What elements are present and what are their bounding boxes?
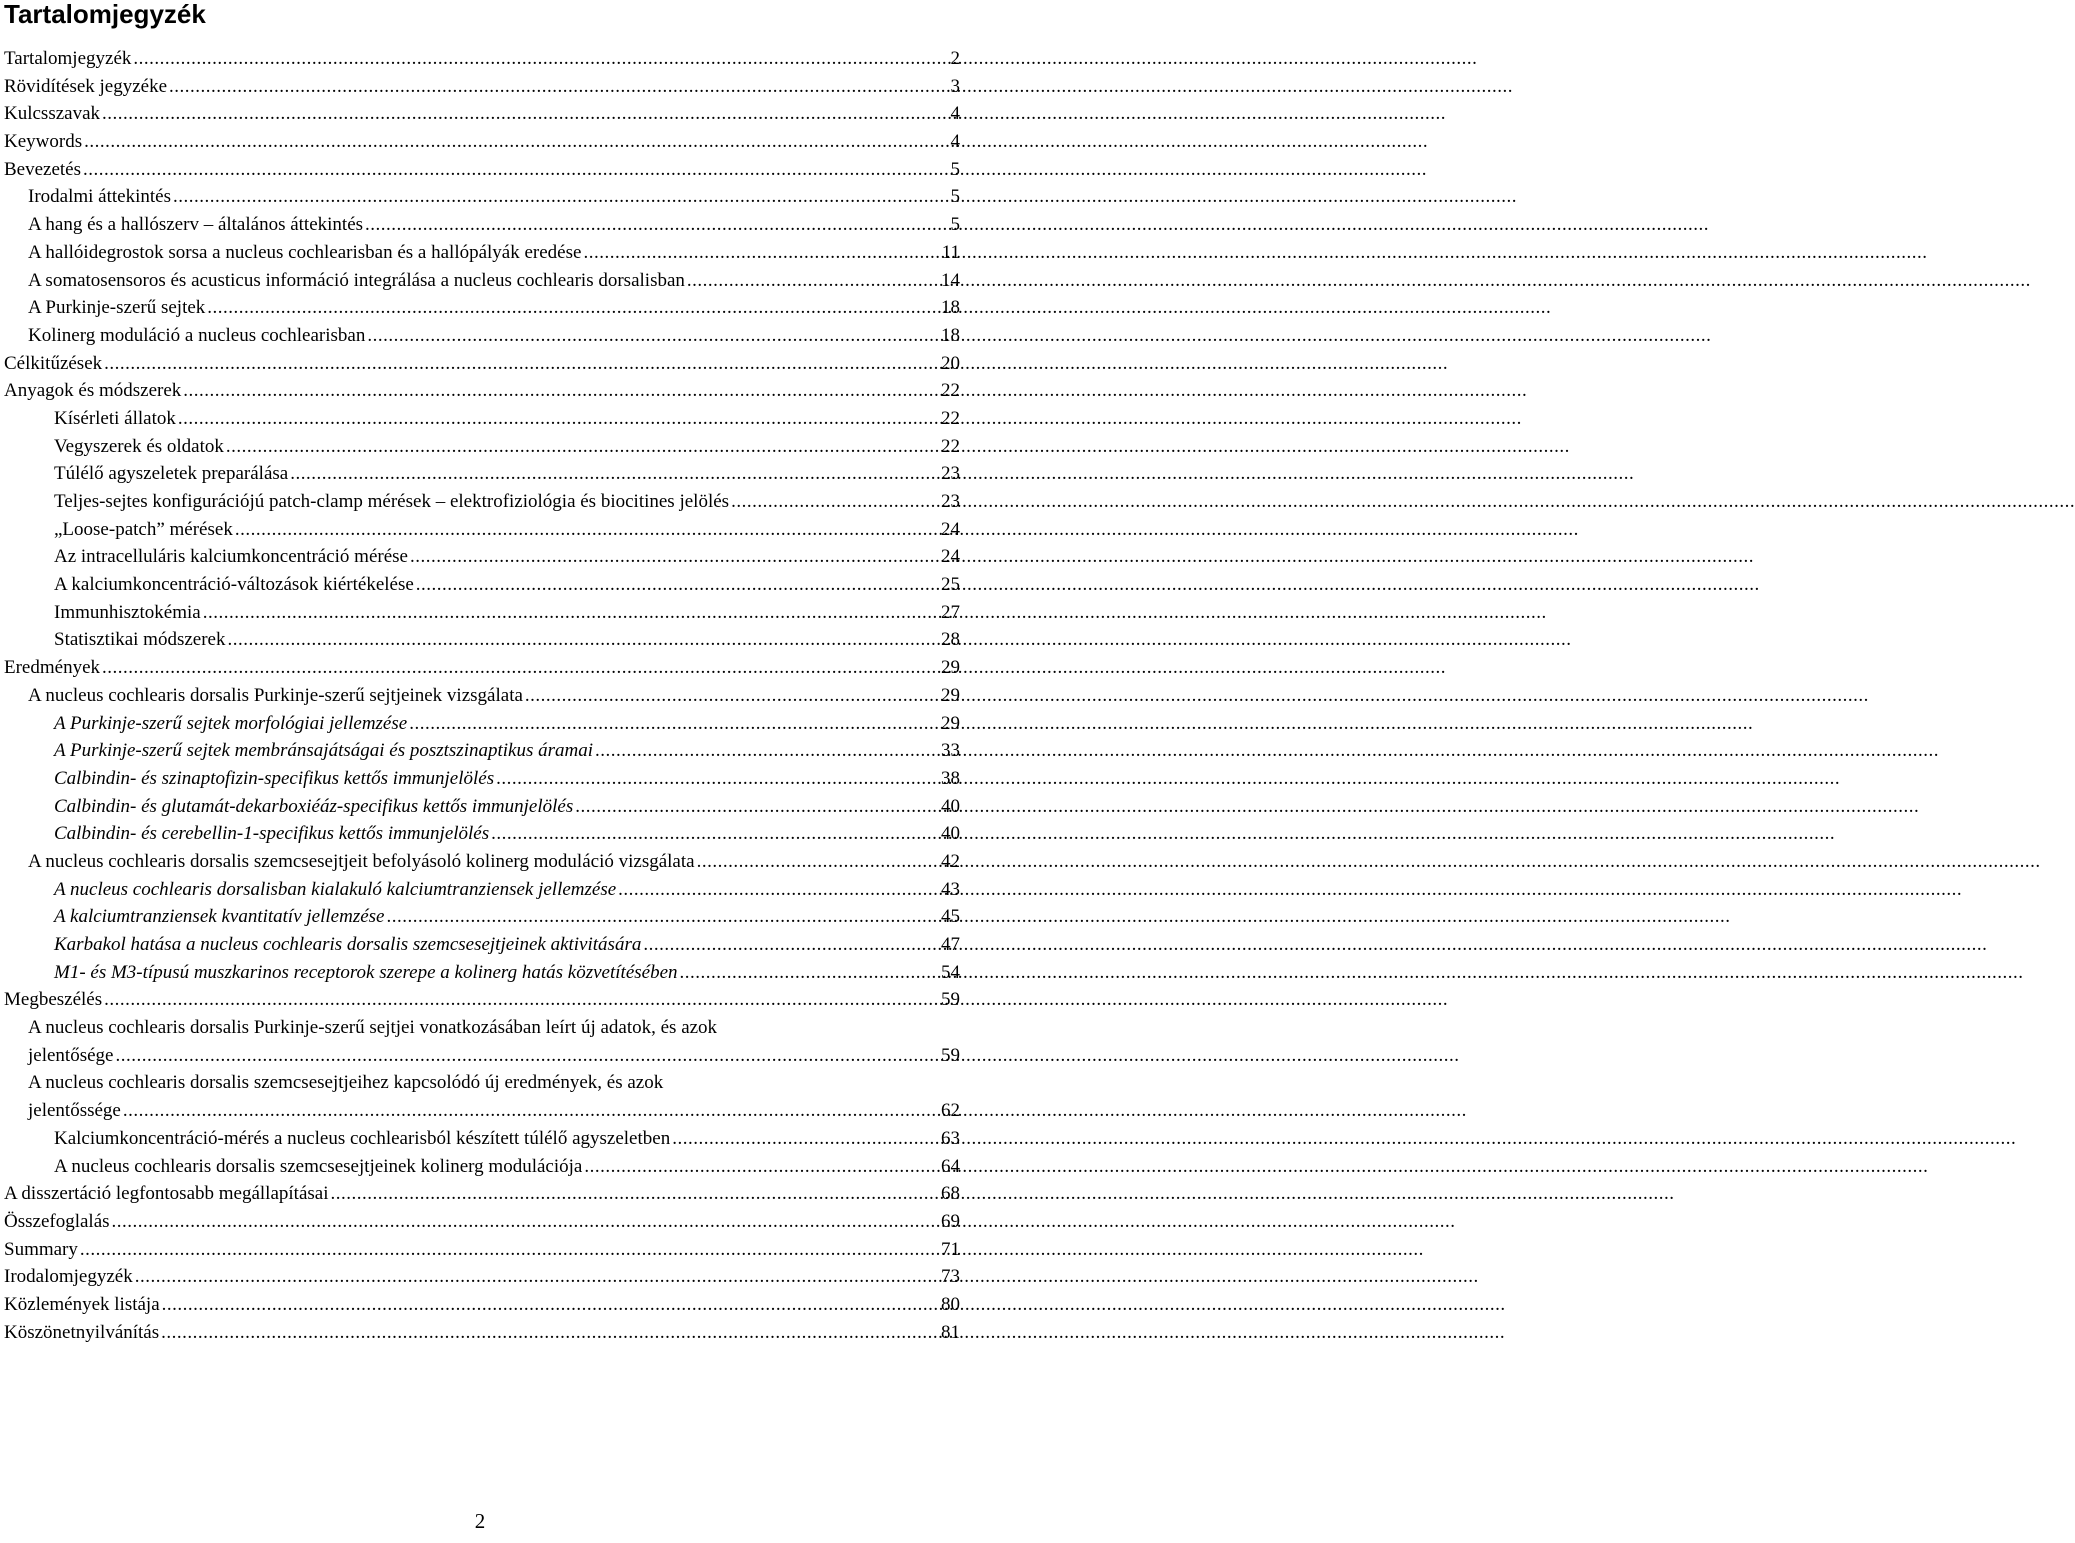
dot-leader — [410, 543, 932, 571]
toc-entry-title: A nucleus cochlearis dorsalis szemcsesejtjeit befolyásoló kolinerg moduláció vizsgálata — [28, 850, 695, 872]
document-page — [0, 0, 960, 1543]
toc-entry-title: Összefoglalás — [4, 1210, 110, 1232]
toc-entry-page: 29 — [941, 712, 960, 734]
dot-leader — [365, 211, 932, 239]
toc-entry-title: Eredmények — [4, 657, 101, 679]
toc-entry[interactable] — [4, 460, 960, 488]
toc-entry-page: 14 — [941, 269, 960, 291]
dot-leader — [330, 1180, 932, 1208]
toc-entry-page: 69 — [941, 1210, 960, 1232]
toc-entry-page: 18 — [941, 324, 960, 346]
toc-entry[interactable] — [4, 682, 960, 710]
table-of-contents — [4, 45, 960, 1346]
toc-entry-title: Közlemények listája — [4, 1294, 160, 1315]
toc-entry[interactable] — [4, 1208, 960, 1236]
toc-entry[interactable] — [4, 516, 960, 544]
toc-entry-title: Statisztikai módszerek — [54, 629, 226, 651]
toc-entry-title: Köszönetnyilvánítás — [4, 1321, 160, 1343]
toc-entry[interactable] — [4, 1319, 960, 1347]
toc-entry[interactable] — [4, 1014, 960, 1069]
dot-leader — [680, 959, 932, 987]
toc-entry[interactable] — [4, 737, 960, 765]
toc-entry-page: 40 — [941, 823, 960, 845]
toc-entry-title: Irodalmi áttekintés — [28, 186, 171, 208]
toc-entry-title: Calbindin- és cerebellin-1-specifikus kettős immunjelölés — [54, 823, 490, 845]
toc-entry-page: 71 — [941, 1238, 960, 1260]
toc-entry[interactable] — [4, 626, 960, 654]
toc-entry-title: Megbeszélés — [4, 989, 103, 1011]
dot-leader — [161, 1319, 932, 1347]
toc-entry-page: 29 — [941, 684, 960, 706]
dot-leader — [173, 183, 932, 211]
toc-entry-page: 29 — [941, 657, 960, 679]
toc-entry-title: A nucleus cochlearis dorsalis szemcsesejtjeihez kapcsolódó új eredmények, és azok — [28, 1072, 664, 1094]
toc-entry[interactable] — [4, 322, 960, 350]
dot-leader — [183, 377, 932, 405]
toc-entry[interactable] — [4, 350, 960, 378]
toc-entry-title: Karbakol hatása a nucleus cochlearis dorsalis szemcsesejtjeinek aktivitására — [54, 934, 642, 955]
toc-entry-page: 11 — [941, 241, 960, 263]
dot-leader — [672, 1125, 932, 1153]
toc-entry-page: 33 — [941, 740, 960, 762]
dot-leader — [104, 986, 932, 1014]
toc-entry-title: A somatosensoros és acusticus információ integrálása a nucleus cochlearis dorsalisban — [28, 269, 685, 291]
toc-entry[interactable] — [4, 710, 960, 738]
dot-leader — [409, 710, 932, 738]
toc-entry-title: Anyagok és módszerek — [4, 380, 182, 402]
toc-entry-page: 43 — [941, 878, 960, 900]
toc-entry-page: 42 — [941, 850, 960, 872]
toc-entry-title: Summary — [4, 1238, 78, 1260]
dot-leader — [416, 571, 932, 599]
toc-entry[interactable] — [4, 45, 960, 73]
dot-leader — [84, 128, 932, 156]
toc-entry-page: 40 — [941, 795, 960, 817]
toc-entry[interactable] — [4, 488, 960, 516]
toc-entry[interactable] — [4, 1069, 960, 1124]
toc-entry-page: 22 — [941, 407, 960, 429]
page-title: Tartalomjegyzék — [4, 0, 206, 29]
toc-entry[interactable] — [4, 156, 960, 184]
dot-leader — [386, 903, 932, 931]
toc-entry-title: Kalciumkoncentráció-mérés a nucleus cochlearisból készített túlélő agyszeletben — [54, 1127, 671, 1149]
toc-entry-page: 25 — [941, 574, 960, 596]
dot-leader — [367, 322, 932, 350]
toc-entry[interactable] — [4, 654, 960, 682]
toc-entry-page: 2 — [950, 48, 960, 69]
dot-leader — [162, 1291, 932, 1319]
dot-leader — [133, 45, 932, 73]
toc-entry-page: 20 — [941, 352, 960, 374]
toc-entry-title: A Purkinje-szerű sejtek morfológiai jellemzése — [54, 712, 408, 734]
dot-leader — [290, 460, 932, 488]
toc-entry-page: 47 — [941, 934, 960, 955]
dot-leader — [169, 73, 932, 101]
toc-entry[interactable] — [4, 100, 960, 128]
dot-leader — [123, 1097, 932, 1125]
toc-entry-title: A Purkinje-szerű sejtek membránsajátságai és posztszinaptikus áramai — [54, 740, 594, 762]
toc-entry[interactable] — [4, 1291, 960, 1319]
toc-entry-title: Vegyszerek és oldatok — [54, 435, 224, 457]
toc-entry-page: 68 — [941, 1183, 960, 1205]
toc-entry[interactable] — [4, 599, 960, 627]
toc-entry-title: Kulcsszavak — [4, 103, 101, 125]
toc-entry-title: Immunhisztokémia — [54, 601, 201, 623]
toc-entry-page: 27 — [941, 601, 960, 623]
toc-entry-title: „Loose-patch” mérések — [54, 518, 233, 540]
dot-leader — [496, 765, 932, 793]
dot-leader — [227, 626, 932, 654]
dot-leader — [112, 1208, 932, 1236]
toc-entry-page: 24 — [941, 518, 960, 540]
toc-entry-title: A nucleus cochlearis dorsalis Purkinje-szerű sejtjei vonatkozásában leírt új adatok, és azok — [28, 1017, 718, 1039]
toc-entry-page: 28 — [941, 629, 960, 651]
toc-entry-title: Calbindin- és glutamát-dekarboxiéáz-specifikus kettős immunjelölés — [54, 795, 574, 817]
toc-entry-title: Keywords — [4, 131, 83, 153]
dot-leader — [687, 267, 932, 295]
toc-entry-title: Túlélő agyszeletek preparálása — [54, 463, 289, 485]
dot-leader — [643, 931, 932, 959]
dot-leader — [525, 682, 932, 710]
dot-leader — [235, 516, 932, 544]
dot-leader — [102, 100, 932, 128]
dot-leader — [203, 599, 932, 627]
toc-entry[interactable] — [4, 1153, 960, 1181]
toc-entry-page: 4 — [950, 131, 960, 153]
dot-leader — [226, 433, 932, 461]
toc-entry-page: 3 — [950, 75, 960, 97]
toc-entry-page: 23 — [941, 463, 960, 485]
toc-entry[interactable] — [4, 1263, 960, 1291]
toc-entry[interactable] — [4, 294, 960, 322]
toc-entry-title: Calbindin- és szinaptofizin-specifikus kettős immunjelölés — [54, 767, 495, 789]
toc-entry-title: A nucleus cochlearis dorsalis Purkinje-szerű sejtjeinek vizsgálata — [28, 684, 523, 706]
toc-entry-title: Bevezetés — [4, 158, 82, 180]
toc-entry-title: Rövidítések jegyzéke — [4, 75, 168, 97]
dot-leader — [697, 848, 932, 876]
toc-entry[interactable] — [4, 73, 960, 101]
toc-entry-title: M1- és M3-típusú muszkarinos receptorok szerepe a kolinerg hatás közvetítésében — [54, 961, 678, 983]
toc-entry-title: A hallóidegrostok sorsa a nucleus cochlearisban és a hallópályák eredése — [28, 241, 582, 263]
toc-entry[interactable] — [4, 239, 960, 267]
toc-entry-page: 80 — [941, 1294, 960, 1315]
dot-leader — [584, 1153, 932, 1181]
dot-leader — [80, 1236, 932, 1264]
toc-entry[interactable] — [4, 903, 960, 931]
toc-entry[interactable] — [4, 1236, 960, 1264]
toc-entry-page: 22 — [941, 380, 960, 402]
toc-entry[interactable] — [4, 543, 960, 571]
toc-entry-page: 64 — [941, 1155, 960, 1177]
dot-leader — [104, 350, 932, 378]
dot-leader — [491, 820, 932, 848]
toc-entry-page: 54 — [941, 961, 960, 983]
toc-entry-title: A nucleus cochlearis dorsalis szemcsesejtjeinek kolinerg modulációja — [54, 1155, 583, 1177]
toc-entry-title-continuation: jelentőssége — [28, 1100, 121, 1122]
toc-entry-title: A hang és a hallószerv – általános áttekintés — [28, 214, 364, 236]
toc-entry-title: Tartalomjegyzék — [4, 48, 132, 69]
dot-leader — [595, 737, 932, 765]
toc-entry-page: 63 — [941, 1127, 960, 1149]
dot-leader — [83, 156, 932, 184]
toc-entry[interactable] — [4, 128, 960, 156]
toc-entry-title: A kalciumkoncentráció-változások kiértékelése — [54, 574, 414, 596]
toc-entry[interactable] — [4, 433, 960, 461]
toc-entry-page: 4 — [950, 103, 960, 125]
dot-leader — [135, 1263, 932, 1291]
toc-entry[interactable] — [4, 267, 960, 295]
toc-entry[interactable] — [4, 1180, 960, 1208]
toc-entry[interactable] — [4, 876, 960, 904]
dot-leader — [583, 239, 932, 267]
toc-entry[interactable] — [4, 211, 960, 239]
toc-entry[interactable] — [4, 183, 960, 211]
toc-entry-title: Teljes-sejtes konfigurációjú patch-clamp mérések – elektrofiziológia és biocitines jelölés — [54, 491, 730, 512]
toc-entry[interactable] — [4, 377, 960, 405]
dot-leader — [575, 793, 932, 821]
dot-leader — [115, 1042, 932, 1070]
toc-entry[interactable] — [4, 931, 960, 959]
toc-entry-page: 23 — [941, 491, 960, 512]
toc-entry-page: 24 — [941, 546, 960, 568]
footer-page-number: 2 — [474, 1509, 486, 1533]
toc-entry-page: 59 — [941, 989, 960, 1011]
toc-entry-page: 73 — [941, 1266, 960, 1288]
toc-entry[interactable] — [4, 1125, 960, 1153]
toc-entry-title: Kolinerg moduláció a nucleus cochlearisban — [28, 324, 366, 346]
toc-entry[interactable] — [4, 820, 960, 848]
toc-entry-title: A kalciumtranziensek kvantitatív jellemzése — [54, 906, 385, 928]
toc-entry[interactable] — [4, 571, 960, 599]
toc-entry-title: A Purkinje-szerű sejtek — [28, 297, 206, 319]
dot-leader — [731, 488, 932, 516]
dot-leader — [618, 876, 932, 904]
dot-leader — [207, 294, 932, 322]
toc-entry-page: 18 — [941, 297, 960, 319]
toc-entry-page: 38 — [941, 767, 960, 789]
toc-entry-page: 5 — [950, 214, 960, 236]
toc-entry-title: Célkitűzések — [4, 352, 103, 374]
toc-entry-page: 45 — [941, 906, 960, 928]
toc-entry-title: Irodalomjegyzék — [4, 1266, 133, 1288]
dot-leader — [102, 654, 932, 682]
toc-entry[interactable] — [4, 959, 960, 987]
toc-entry[interactable] — [4, 848, 960, 876]
toc-entry-page: 22 — [941, 435, 960, 457]
toc-entry-page: 5 — [950, 158, 960, 180]
toc-entry-title: A disszertáció legfontosabb megállapításai — [4, 1183, 329, 1205]
toc-entry-title-continuation: jelentősége — [28, 1044, 114, 1066]
toc-entry[interactable] — [4, 405, 960, 433]
toc-entry-title: Kísérleti állatok — [54, 407, 176, 429]
toc-entry-page: 59 — [941, 1044, 960, 1066]
toc-entry[interactable] — [4, 793, 960, 821]
toc-entry[interactable] — [4, 986, 960, 1014]
toc-entry-page: 5 — [950, 186, 960, 208]
dot-leader — [178, 405, 932, 433]
toc-entry[interactable] — [4, 765, 960, 793]
toc-entry-page: 62 — [941, 1100, 960, 1122]
toc-entry-title: A nucleus cochlearis dorsalisban kialakuló kalciumtranziensek jellemzése — [54, 878, 617, 900]
toc-entry-title: Az intracelluláris kalciumkoncentráció mérése — [54, 546, 408, 568]
toc-entry-page: 81 — [941, 1321, 960, 1343]
